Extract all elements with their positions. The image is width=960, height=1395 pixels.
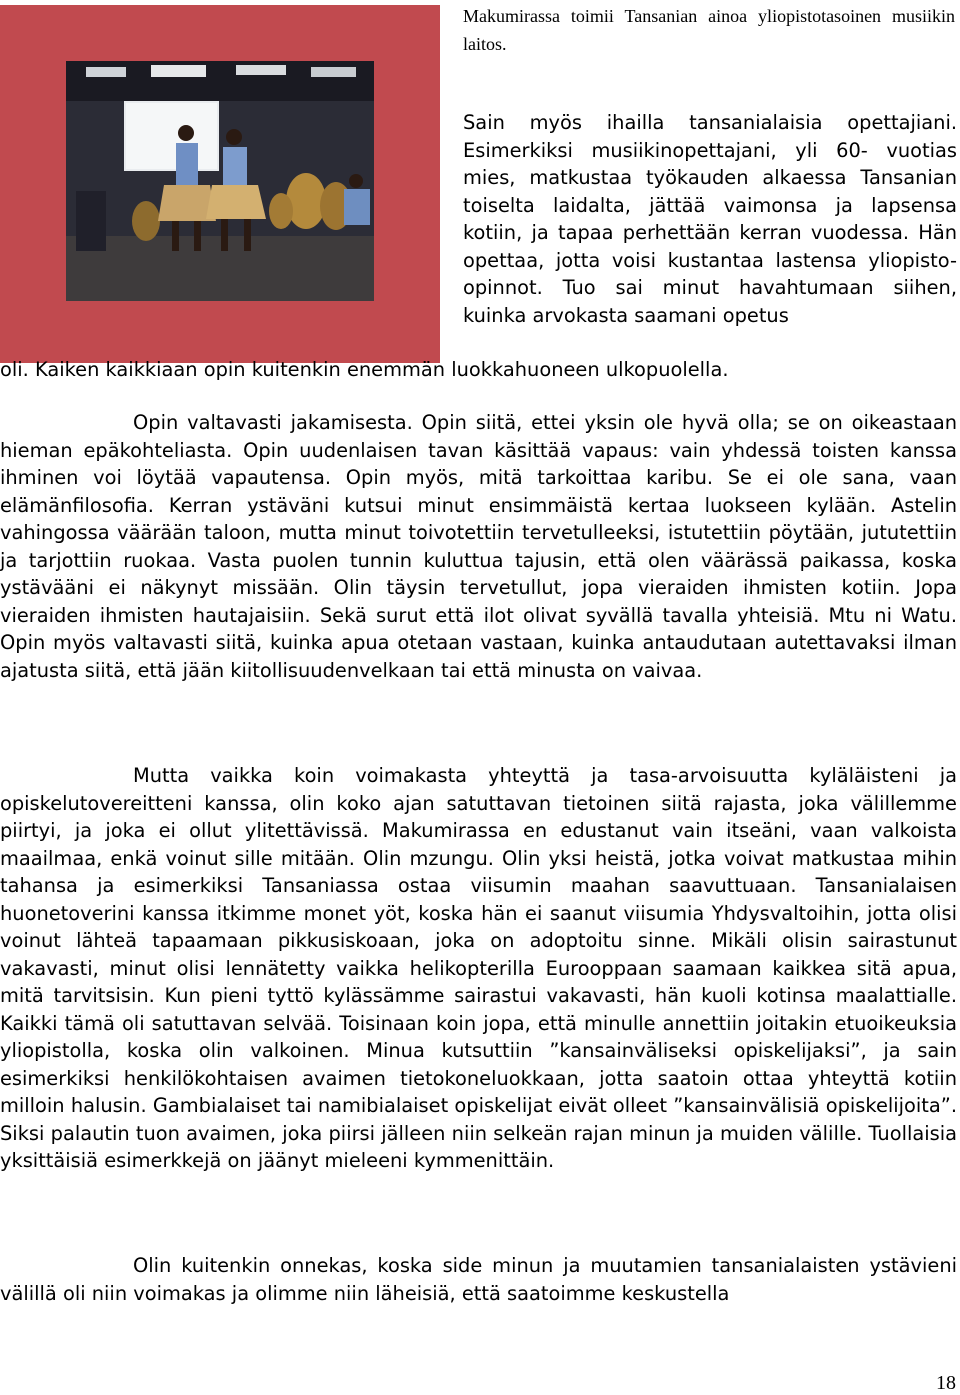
- page-number: 18: [936, 1372, 956, 1394]
- paragraph-sharing: Opin valtavasti jakamisesta. Opin siitä, ettei yksin ole hyvä olla; se on oikeastaan hieman epäkohteliasta. Opin uudenlaisen tavan käsittää vapaus: vain yhdessä toisten kanssa ihminen voi löytää vapautensa. Opin myös, mitä tarkoittaa karibu. Se ei ole sana, vaan elämänfilosofia. Kerran ystäväni kutsui minut ensimmäistä kertaa luokseen kylään. Astelin vahingossa väärään taloon, mutta minut toivotettiin tervetulleeksi, istutettiin pöytään, jututettiin ja tarjottiin ruokaa. Vasta puolen tunnin kuluttua tajusin, että olen väärässä paikassa, koska ystävääni ei näkynyt missään. Olin täysin tervetullut, jopa vieraiden ihmisten kotiin. Jopa vieraiden ihmisten hautajaisiin. Sekä surut että ilot olivat syvällä tavalla yhteisiä. Mtu ni Watu. Opin myös valtavasti siitä, kuinka apua otetaan vastaan, kuinka antaudutaan autettavaksi ilman ajatusta siitä, että jään kiitollisuudenvelkaan tai että minusta on vaivaa.: [0, 411, 957, 682]
- photo-frame: [0, 5, 440, 363]
- text-line: opinnot. Tuo sai minut havahtumaan: [463, 276, 874, 299]
- paragraph-boundaries: Mutta vaikka koin voimakasta yhteyttä ja tasa-arvoisuutta kyläläisteni ja opiskelutovereitteni kanssa, olin koko ajan satuttavan tietoinen siitä rajasta, joka välillemme piirtyi, ja joka ei ollut ylitettävissä. Makumirassa en edustanut vain itseäni, vaan valkoista maailmaa, enkä voinut sille mitään. Olin mzungu. Olin yksi heistä, jotka voivat matkustaa mihin tahansa ja esimerkiksi Tansaniassa ostaa viisumin maahan saavuttuaan. Tansanialaisen huonetoverini kanssa itkimme monet yöt, koska hän ei saanut viisumia Yhdysvaltoihin, jotta olisi voinut lähteä tapaamaan pikkusiskoaan, joka on adoptoitu sinne. Mikäli olisin sairastunut vakavasti, minut olisi lennätetty vaikka helikopterilla Eurooppaan saamaan kaikkea sitä apua, mitä tarvitsisin. Kun pieni tyttö kylässämme sairastui vakavasti, hän kuoli kotinsa maalattialle. Kaikki tämä oli satuttavan selvää. Toisinaan koin jopa, että minulle annettiin joitakin etuoikeuksia yliopistolla, koska olin valkoinen. Minua kutsuttiin ”kansainväliseksi opiskelijaksi”, ja sain esimerkiksi henkilökohtaisen avaimen tietokoneluokkaan, jotta saatoin ottaa yhteyttä kotiin milloin halusin. Gambialaiset tai namibialaiset opiskelijat eivät olleet ”kansainvälisiä opiskelijoita”. Siksi palautin tuon avaimen, joka piirsi jälleen niin selkeän rajan minun ja muiden välille. Tuollaisia yksittäisiä esimerkkejä on jäänyt mieleeni kymmenittäin.: [0, 764, 957, 1172]
- text-line: alkaessa Tansanian toiselta laidalta, jättää: [463, 166, 957, 217]
- text-line: Sain myös ihailla tansanialaisia opettajiani.: [463, 111, 957, 134]
- text-line: jotta voisi kustantaa lastensa yliopisto-: [555, 248, 957, 272]
- paragraph-continuation: oli. Kaiken kaikkiaan opin kuitenkin enemmän luokkahuoneen ulkopuolella.: [0, 358, 729, 381]
- photo-caption: Makumirassa toimii Tansanian ainoa yliopistotasoinen musiikin laitos.: [463, 6, 955, 54]
- paragraph-fortunate: Olin kuitenkin onnekas, koska side minun ja muutamien tansanialaisten ystävieni välillä oli niin voimakas ja olimme niin läheisiä, että saatoimme keskustella: [0, 1254, 957, 1305]
- paragraph-beside-photo: [463, 109, 957, 329]
- dance-scene-illustration: [66, 61, 374, 301]
- dance-photo: [66, 61, 374, 301]
- text-line: perhettään kerran vuodessa. Hän opettaa,: [463, 221, 957, 272]
- text-line: siihen, kuinka arvokasta saamani opetus: [463, 276, 957, 327]
- text-line: vaimonsa ja lapsensa kotiin, ja tapaa: [463, 193, 957, 244]
- text-line: Esimerkiksi musiikinopettajani, yli 60-: [463, 138, 868, 162]
- text-line: vuotias mies, matkustaa työkauden: [463, 138, 957, 189]
